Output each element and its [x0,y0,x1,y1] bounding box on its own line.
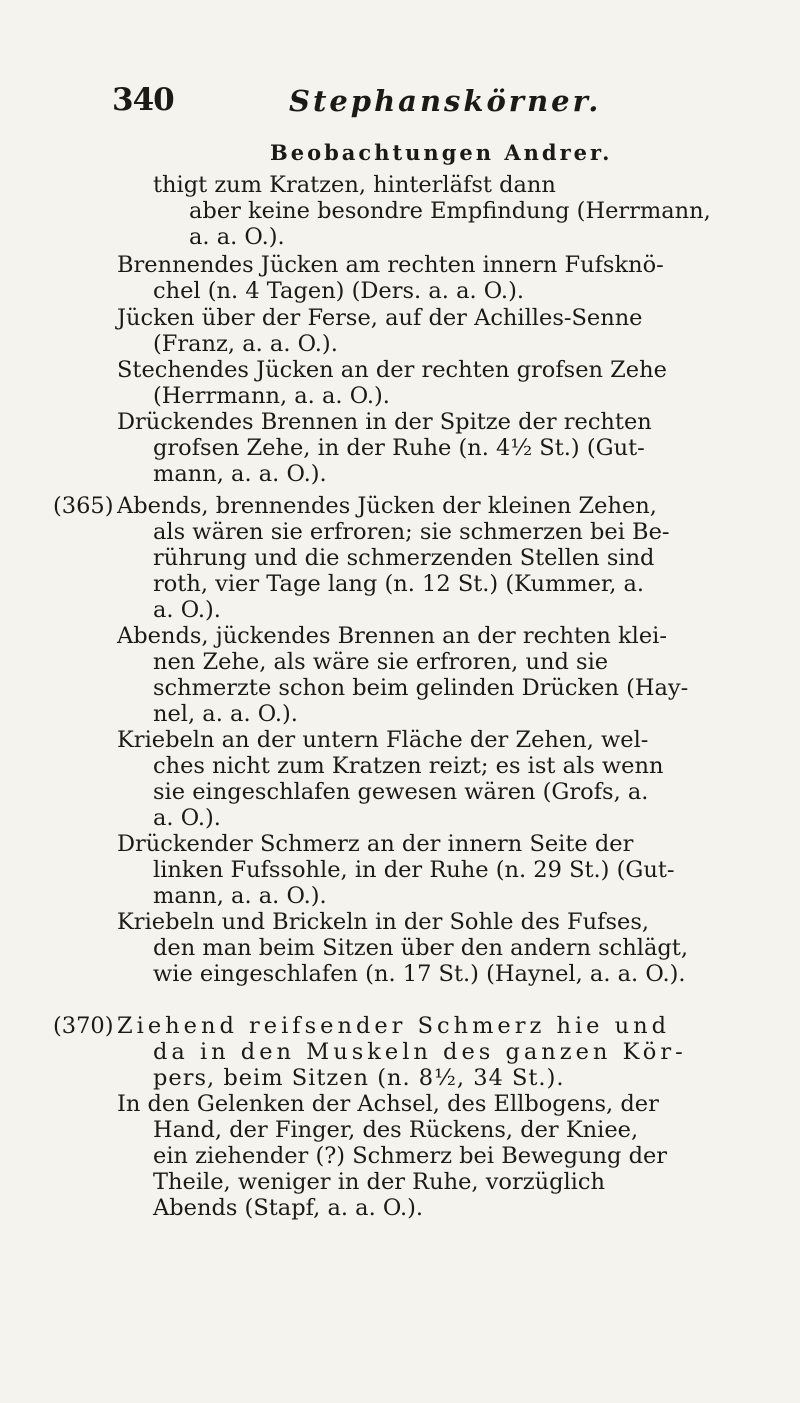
entry-line: Drückender Schmerz an der innern Seite der [117,831,634,857]
entry-line: Abends, brennendes Jücken der kleinen Zehen, [117,493,657,519]
symptom-entry [117,1091,667,1221]
entry-line: ches nicht zum Kratzen reizt; es ist als wenn [153,753,664,779]
symptom-entry [153,172,711,250]
entry-line: Brennendes Jücken am rechten innern Fufsknö- [117,252,664,278]
entry-line: den man beim Sitzen über den andern schlägt, [153,935,688,961]
entry-line: mann, a. a. O.). [153,883,327,909]
entry-line: grofsen Zehe, in der Ruhe (n. 4½ St.) (Gut- [153,435,645,461]
symptom-entry [117,252,664,304]
entry-number: (365) [53,493,114,519]
entry-line: Kriebeln und Brickeln in der Sohle des Fufses, [117,909,650,935]
entry-line: Kriebeln an der untern Fläche der Zehen, wel- [117,727,649,753]
entry-line: da in den Muskeln des ganzen Kör- [153,1039,687,1065]
entry-line: Theile, weniger in der Ruhe, vorzüglich [153,1169,605,1195]
section-heading: Beobachtungen Andrer. [270,140,613,165]
symptom-entry [117,727,663,831]
entry-line: sie eingeschlafen gewesen wären (Grofs, a. [153,779,649,805]
entry-line: a. O.). [153,805,221,831]
entry-line: Abends (Stapf, a. a. O.). [153,1195,424,1221]
entry-line: Abends, jückendes Brennen an der rechten klei- [117,623,667,649]
entry-line: linken Fufssohle, in der Ruhe (n. 29 St.) (Gut- [153,857,675,883]
entry-line: nen Zehe, als wäre sie erfroren, und sie [153,649,609,675]
entry-line: Stechendes Jücken an der rechten grofsen Zehe [117,357,667,383]
page-header [112,82,712,122]
symptom-entry [53,1013,687,1091]
entry-line: Ziehend reifsender Schmerz hie und [117,1013,671,1039]
entry-line: (Franz, a. a. O.). [153,331,338,357]
symptom-entry [117,305,643,357]
symptom-entry [117,409,652,487]
entry-line: thigt zum Kratzen, hinterläfst dann [153,172,556,198]
entry-line: roth, vier Tage lang (n. 12 St.) (Kummer, a. [153,571,645,597]
entry-line: Jücken über der Ferse, auf der Achilles-Senne [117,305,643,331]
entry-line: als wären sie erfroren; sie schmerzen bei Be- [153,519,670,545]
symptom-entry [117,623,688,727]
entry-line: nel, a. a. O.). [153,701,298,727]
entry-line: In den Gelenken der Achsel, des Ellbogens, der [117,1091,659,1117]
entry-line: a. a. O.). [189,224,285,250]
entry-line: (Herrmann, a. a. O.). [153,383,390,409]
entry-line: mann, a. a. O.). [153,461,327,487]
entry-line: chel (n. 4 Tagen) (Ders. a. a. O.). [153,278,524,304]
symptom-entry [117,831,675,909]
entry-line: aber keine besondre Empfindung (Herrmann, [189,198,711,224]
entry-line: schmerzte schon beim gelinden Drücken (Hay- [153,675,689,701]
entry-line: Drückendes Brennen in der Spitze der rechten [117,409,652,435]
symptom-entry [117,357,667,409]
entry-number: (370) [53,1013,114,1039]
entry-line: ein ziehender (?) Schmerz bei Bewegung der [153,1143,668,1169]
running-title: Stephanskörner. [289,84,602,118]
symptom-entry [117,909,688,987]
entry-line: Hand, der Finger, des Rückens, der Kniee, [153,1117,639,1143]
entry-line: wie eingeschlafen (n. 17 St.) (Haynel, a. a. O.). [153,961,686,987]
page-number: 340 [112,82,174,118]
entry-line: a. O.). [153,597,221,623]
entry-line: pers, beim Sitzen (n. 8½, 34 St.). [153,1065,565,1091]
entry-line: rührung und die schmerzenden Stellen sind [153,545,655,571]
symptom-entry [53,493,670,623]
